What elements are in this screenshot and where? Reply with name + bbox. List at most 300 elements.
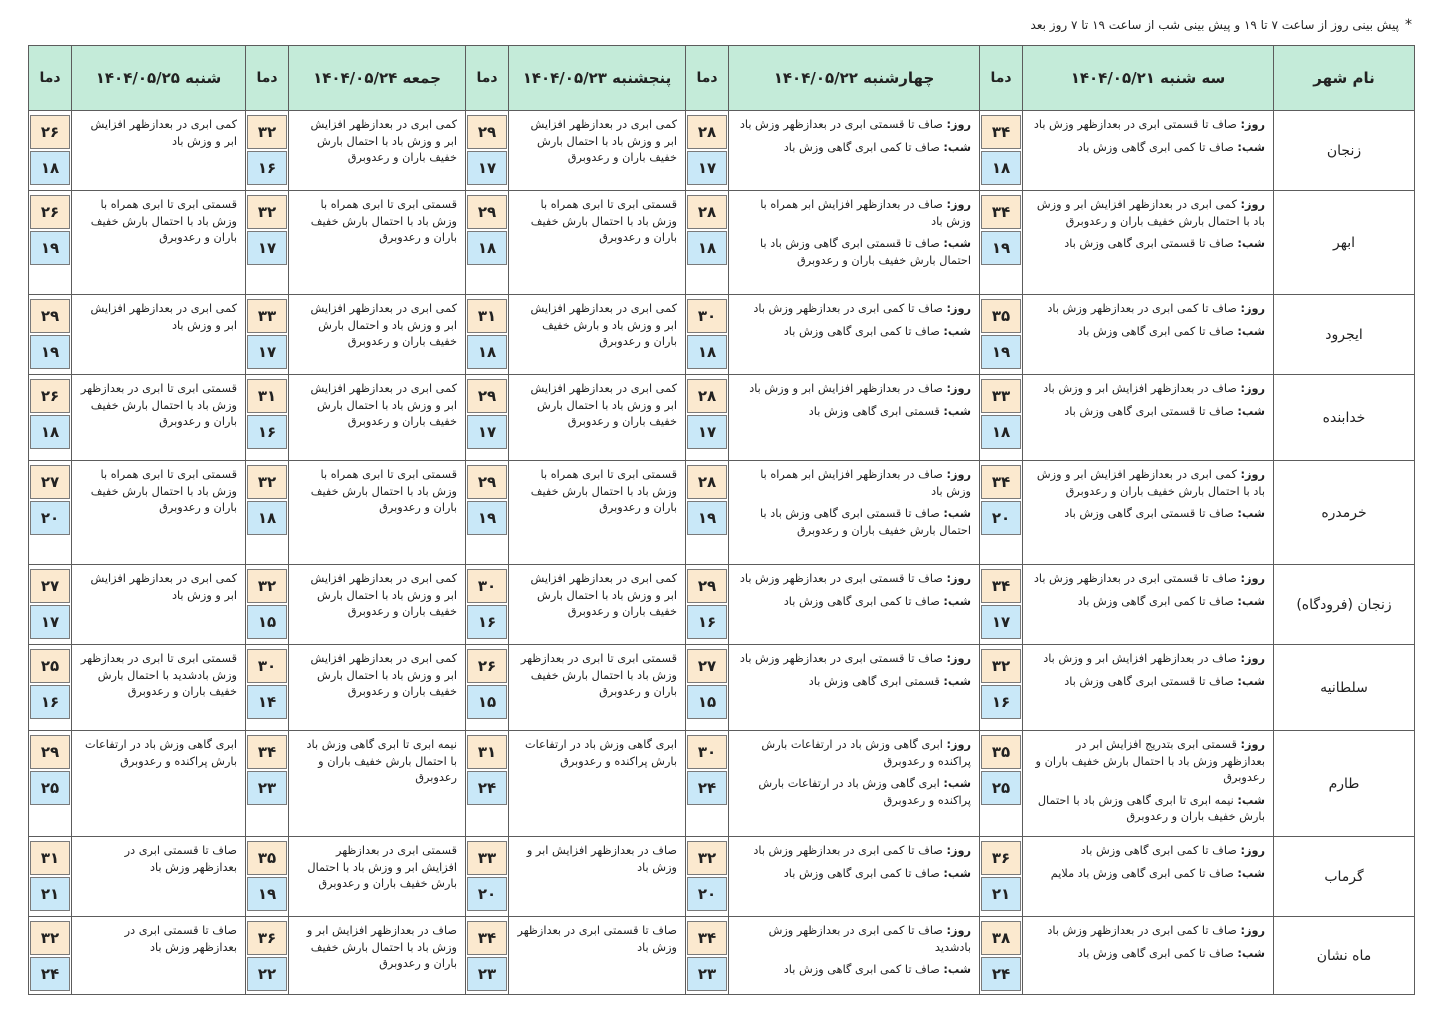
max-temp: ۲۶: [30, 379, 70, 413]
temp-box: [686, 295, 728, 369]
temp-cell: [466, 837, 509, 917]
temp-cell: [466, 565, 509, 645]
temp-box: [29, 837, 71, 911]
min-temp: ۲۴: [981, 957, 1021, 991]
day-forecast: [737, 197, 971, 230]
forecast-text: کمی ابری در بعدازظهر افزایش ابر و وزش باد با احتمال بارش خفیف باران و رعدوبرق: [310, 572, 457, 618]
period-text: صاف تا کمی ابری در بعدازظهر وزش باد: [1047, 924, 1237, 937]
forecast-text: قسمتی ابری در بعدازظهر افزایش ابر و وزش باد با احتمال بارش خفیف باران و رعدوبرق: [307, 844, 457, 890]
min-temp: ۲۴: [30, 957, 70, 991]
max-temp: ۳۴: [981, 115, 1021, 149]
temp-cell: [980, 917, 1023, 995]
temp-box: [686, 837, 728, 911]
period-label: شب:: [1237, 404, 1265, 418]
min-temp: ۱۸: [687, 231, 727, 265]
temp-box: [980, 191, 1022, 265]
night-forecast: [1031, 404, 1265, 421]
temp-cell: [466, 111, 509, 191]
day-forecast: [737, 117, 971, 134]
period-label: شب:: [943, 594, 971, 608]
day-forecast: [737, 923, 971, 956]
forecast-cell: [509, 917, 686, 995]
night-forecast: [1031, 866, 1265, 883]
max-temp: ۳۸: [981, 921, 1021, 955]
period-label: شب:: [943, 140, 971, 154]
note-text: پیش بینی روز از ساعت ۷ تا ۱۹ و پیش بینی شب از ساعت ۱۹ تا ۷ روز بعد: [1030, 18, 1399, 32]
temp-box: [980, 461, 1022, 535]
min-temp: ۱۹: [981, 335, 1021, 369]
period-label: روز:: [1240, 302, 1265, 315]
max-temp: ۲۹: [687, 569, 727, 603]
temp-box: [980, 295, 1022, 369]
temp-box: [466, 191, 508, 265]
min-temp: ۱۹: [687, 501, 727, 535]
day-4-header: جمعه ۱۴۰۴/۰۵/۲۴: [289, 46, 466, 111]
period-text: صاف تا کمی ابری در بعدازظهر وزش باد: [753, 302, 943, 315]
min-temp: ۲۵: [30, 771, 70, 805]
period-label: شب:: [1237, 507, 1265, 520]
night-forecast: [1031, 594, 1265, 611]
night-forecast: [737, 674, 971, 691]
max-temp: ۳۲: [687, 841, 727, 875]
temp-box: [246, 461, 288, 535]
forecast-cell: [72, 191, 246, 295]
temp-cell: [466, 375, 509, 461]
day-forecast: [1031, 571, 1265, 588]
min-temp: ۲۱: [30, 877, 70, 911]
temp-cell: [466, 731, 509, 837]
period-text: صاف تا کمی ابری در بعدازظهر وزش باد: [1047, 302, 1237, 315]
max-temp: ۳۰: [687, 735, 727, 769]
max-temp: ۳۲: [247, 115, 287, 149]
period-label: روز:: [946, 652, 971, 665]
temp-cell: [29, 645, 72, 731]
period-text: کمی ابری در بعدازظهر افزایش ابر و وزش باد با احتمال بارش خفیف باران و رعدوبرق: [1036, 468, 1265, 498]
day-1-header: سه شنبه ۱۴۰۴/۰۵/۲۱: [1023, 46, 1274, 111]
temp-box: [246, 111, 288, 185]
period-text: صاف تا کمی ابری گاهی وزش باد: [1077, 324, 1234, 338]
period-text: صاف تا قسمتی ابری در بعدازظهر وزش باد: [1033, 572, 1237, 585]
min-temp: ۱۸: [467, 335, 507, 369]
day-forecast: [737, 651, 971, 668]
temp-cell: [686, 645, 729, 731]
temp-box: [246, 917, 288, 991]
max-temp: ۳۵: [981, 735, 1021, 769]
temp-cell: [246, 111, 289, 191]
max-temp: ۳۴: [981, 569, 1021, 603]
temp-cell: [980, 111, 1023, 191]
period-label: شب:: [943, 777, 971, 790]
max-temp: ۲۹: [467, 115, 507, 149]
min-temp: ۱۹: [30, 335, 70, 369]
period-label: روز:: [946, 924, 971, 937]
max-temp: ۳۳: [247, 299, 287, 333]
temp-box: [980, 111, 1022, 185]
forecast-text: قسمتی ابری تا ابری در بعدازظهر وزش بادشدید با احتمال بارش خفیف باران و رعدوبرق: [80, 652, 237, 698]
temp-box: [29, 917, 71, 991]
min-temp: ۱۶: [247, 151, 287, 185]
temp-cell: [29, 731, 72, 837]
max-temp: ۲۷: [30, 465, 70, 499]
forecast-cell: [509, 645, 686, 731]
forecast-text: کمی ابری در بعدازظهر افزایش ابر و وزش باد: [90, 302, 237, 332]
forecast-text: کمی ابری در بعدازظهر افزایش ابر و وزش باد با احتمال بارش خفیف باران و رعدوبرق: [530, 382, 677, 428]
max-temp: ۲۶: [30, 195, 70, 229]
min-temp: ۲۴: [467, 771, 507, 805]
table-row: [29, 731, 1415, 837]
min-temp: ۱۸: [30, 151, 70, 185]
temp-cell: [29, 565, 72, 645]
max-temp: ۳۲: [247, 569, 287, 603]
temp-cell: [980, 731, 1023, 837]
temp-cell: [29, 375, 72, 461]
max-temp: ۳۶: [247, 921, 287, 955]
temp-box: [466, 375, 508, 449]
forecast-text: کمی ابری در بعدازظهر افزایش ابر و وزش باد: [90, 572, 237, 602]
temp-box: [980, 731, 1022, 805]
max-temp: ۳۱: [467, 735, 507, 769]
temp-header: دما: [29, 46, 72, 111]
forecast-cell: [1023, 645, 1274, 731]
city-name: خرمدره: [1274, 461, 1415, 565]
temp-box: [686, 917, 728, 991]
temp-cell: [980, 461, 1023, 565]
period-text: صاف تا کمی ابری گاهی وزش باد: [783, 140, 940, 154]
table-row: [29, 565, 1415, 645]
period-label: روز:: [946, 468, 971, 481]
temp-box: [686, 111, 728, 185]
period-label: شب:: [943, 324, 971, 338]
period-text: صاف تا قسمتی ابری گاهی وزش باد: [1064, 237, 1234, 250]
period-text: صاف در بعدازظهر افزایش ابر و وزش باد: [1043, 652, 1237, 665]
city-name: زنجان (فرودگاه): [1274, 565, 1415, 645]
temp-box: [29, 731, 71, 805]
forecast-text: صاف تا قسمتی ابری در بعدازظهر وزش باد: [124, 844, 237, 874]
max-temp: ۲۸: [687, 379, 727, 413]
forecast-text: قسمتی ابری تا ابری همراه با وزش باد با احتمال بارش خفیف باران و رعدوبرق: [310, 468, 457, 514]
day-forecast: [737, 301, 971, 318]
table-row: [29, 645, 1415, 731]
max-temp: ۳۱: [30, 841, 70, 875]
temp-cell: [29, 111, 72, 191]
max-temp: ۳۴: [247, 735, 287, 769]
forecast-text: صاف تا قسمتی ابری در بعدازظهر وزش باد: [517, 924, 677, 954]
period-text: صاف تا قسمتی ابری گاهی وزش باد با احتمال بارش خفیف باران و رعدوبرق: [760, 507, 971, 537]
period-label: روز:: [1240, 382, 1265, 395]
day-forecast: [1031, 737, 1265, 787]
min-temp: ۱۷: [247, 335, 287, 369]
forecast-cell: [289, 295, 466, 375]
temp-cell: [246, 917, 289, 995]
night-forecast: [737, 866, 971, 883]
period-text: صاف در بعدازظهر افزایش ابر و وزش باد: [1043, 382, 1237, 395]
forecast-cell: [509, 731, 686, 837]
period-text: قسمتی ابری گاهی وزش باد: [808, 404, 940, 418]
forecast-text: کمی ابری در بعدازظهر افزایش ابر و وزش باد با احتمال بارش خفیف باران و رعدوبرق: [310, 652, 457, 698]
temp-box: [29, 645, 71, 719]
min-temp: ۱۴: [247, 685, 287, 719]
period-text: صاف تا کمی ابری گاهی وزش باد: [783, 324, 940, 338]
forecast-text: صاف در بعدازظهر افزایش ابر و وزش باد با احتمال بارش خفیف باران و رعدوبرق: [306, 924, 457, 970]
night-forecast: [737, 324, 971, 341]
min-temp: ۱۸: [247, 501, 287, 535]
max-temp: ۳۰: [687, 299, 727, 333]
temp-box: [980, 837, 1022, 911]
temp-box: [246, 375, 288, 449]
temp-cell: [686, 917, 729, 995]
temp-cell: [980, 645, 1023, 731]
min-temp: ۱۷: [247, 231, 287, 265]
night-forecast: [1031, 324, 1265, 341]
forecast-cell: [289, 461, 466, 565]
min-temp: ۱۹: [981, 231, 1021, 265]
forecast-cell: [1023, 295, 1274, 375]
max-temp: ۲۵: [30, 649, 70, 683]
forecast-cell: [289, 837, 466, 917]
forecast-cell: [729, 837, 980, 917]
forecast-cell: [509, 375, 686, 461]
table-row: [29, 191, 1415, 295]
temp-cell: [686, 461, 729, 565]
forecast-text: کمی ابری در بعدازظهر افزایش ابر و وزش باد با احتمال بارش خفیف باران و رعدوبرق: [530, 572, 677, 618]
temp-cell: [466, 645, 509, 731]
day-forecast: [1031, 843, 1265, 860]
period-text: صاف تا قسمتی ابری گاهی وزش باد: [1064, 404, 1234, 418]
day-forecast: [737, 737, 971, 770]
max-temp: ۲۷: [687, 649, 727, 683]
forecast-cell: [1023, 731, 1274, 837]
min-temp: ۱۷: [30, 605, 70, 639]
min-temp: ۱۷: [981, 605, 1021, 639]
day-forecast: [1031, 651, 1265, 668]
period-text: ابری گاهی وزش باد در ارتفاعات بارش پراکنده و رعدوبرق: [761, 738, 971, 768]
forecast-cell: [729, 375, 980, 461]
temp-box: [686, 375, 728, 449]
temp-box: [246, 837, 288, 911]
forecast-cell: [1023, 375, 1274, 461]
min-temp: ۱۸: [981, 415, 1021, 449]
max-temp: ۲۹: [30, 735, 70, 769]
min-temp: ۲۳: [467, 957, 507, 991]
forecast-cell: [509, 565, 686, 645]
temp-box: [29, 375, 71, 449]
temp-cell: [686, 565, 729, 645]
min-temp: ۲۰: [467, 877, 507, 911]
forecast-cell: [289, 645, 466, 731]
temp-box: [466, 565, 508, 639]
temp-cell: [980, 837, 1023, 917]
max-temp: ۳۲: [981, 649, 1021, 683]
forecast-text: کمی ابری در بعدازظهر افزایش ابر و وزش باد و احتمال بارش خفیف باران و رعدوبرق: [310, 302, 457, 348]
max-temp: ۲۸: [687, 465, 727, 499]
min-temp: ۱۷: [687, 151, 727, 185]
min-temp: ۱۸: [30, 415, 70, 449]
night-forecast: [737, 594, 971, 611]
forecast-cell: [72, 375, 246, 461]
temp-box: [246, 731, 288, 805]
temp-cell: [980, 565, 1023, 645]
table-row: [29, 917, 1415, 995]
max-temp: ۲۸: [687, 195, 727, 229]
period-label: روز:: [1240, 738, 1265, 751]
period-label: شب:: [1237, 793, 1265, 807]
forecast-text: کمی ابری در بعدازظهر افزایش ابر و وزش باد و بارش خفیف باران و رعدوبرق: [530, 302, 677, 348]
forecast-cell: [509, 191, 686, 295]
forecast-text: کمی ابری در بعدازظهر افزایش ابر و وزش باد با احتمال بارش خفیف باران و رعدوبرق: [530, 118, 677, 164]
forecast-cell: [729, 461, 980, 565]
forecast-text: کمی ابری در بعدازظهر افزایش ابر و وزش باد با احتمال بارش خفیف باران و رعدوبرق: [310, 382, 457, 428]
temp-cell: [686, 375, 729, 461]
day-forecast: [1031, 197, 1265, 230]
night-forecast: [1031, 674, 1265, 691]
night-forecast: [1031, 236, 1265, 253]
forecast-cell: [729, 565, 980, 645]
max-temp: ۳۴: [981, 195, 1021, 229]
min-temp: ۲۲: [247, 957, 287, 991]
period-text: صاف تا قسمتی ابری در بعدازظهر وزش باد: [739, 652, 943, 665]
max-temp: ۳۱: [467, 299, 507, 333]
forecast-text: قسمتی ابری تا ابری در بعدازظهر وزش باد با احتمال بارش خفیف باران و رعدوبرق: [520, 652, 677, 698]
period-text: صاف در بعدازظهر افزایش ابر و وزش باد: [749, 382, 943, 395]
period-text: صاف تا قسمتی ابری گاهی وزش باد با احتمال بارش خفیف باران و رعدوبرق: [760, 237, 971, 267]
forecast-cell: [289, 375, 466, 461]
temp-cell: [980, 191, 1023, 295]
forecast-cell: [289, 565, 466, 645]
period-text: قسمتی ابری گاهی وزش باد: [808, 674, 940, 688]
temp-box: [246, 565, 288, 639]
temp-cell: [686, 837, 729, 917]
period-text: صاف تا کمی ابری گاهی وزش باد: [1080, 844, 1237, 857]
temp-cell: [466, 461, 509, 565]
period-text: صاف تا کمی ابری گاهی وزش باد: [783, 866, 940, 880]
max-temp: ۲۹: [30, 299, 70, 333]
forecast-text: قسمتی ابری تا ابری همراه با وزش باد با احتمال بارش خفیف باران و رعدوبرق: [530, 468, 677, 514]
min-temp: ۱۶: [981, 685, 1021, 719]
forecast-text: کمی ابری در بعدازظهر افزایش ابر و وزش باد با احتمال بارش خفیف باران و رعدوبرق: [310, 118, 457, 164]
temp-box: [466, 837, 508, 911]
forecast-cell: [509, 295, 686, 375]
night-forecast: [737, 506, 971, 539]
min-temp: ۱۷: [467, 151, 507, 185]
temp-header: دما: [686, 46, 729, 111]
temp-box: [686, 731, 728, 805]
temp-cell: [466, 917, 509, 995]
forecast-cell: [72, 111, 246, 191]
forecast-text: قسمتی ابری تا ابری همراه با وزش باد با احتمال بارش خفیف باران و رعدوبرق: [90, 198, 237, 244]
forecast-text: صاف در بعدازظهر افزایش ابر و وزش باد: [526, 844, 677, 874]
period-label: شب:: [1237, 237, 1265, 250]
period-text: قسمتی ابری بتدریج افزایش ابر در بعدازظهر وزش باد با احتمال بارش خفیف باران و رعدوبرق: [1035, 738, 1265, 784]
temp-box: [980, 917, 1022, 991]
forecast-cell: [729, 645, 980, 731]
temp-box: [466, 461, 508, 535]
max-temp: ۳۵: [247, 841, 287, 875]
min-temp: ۲۳: [247, 771, 287, 805]
table-row: [29, 461, 1415, 565]
forecast-cell: [1023, 461, 1274, 565]
temp-cell: [246, 295, 289, 375]
max-temp: ۳۲: [247, 465, 287, 499]
min-temp: ۱۶: [30, 685, 70, 719]
day-forecast: [737, 843, 971, 860]
period-text: نیمه ابری تا ابری گاهی وزش باد با احتمال بارش خفیف باران و رعدوبرق: [1037, 793, 1265, 823]
min-temp: ۲۰: [687, 877, 727, 911]
temp-box: [686, 461, 728, 535]
temp-box: [246, 295, 288, 369]
temp-box: [466, 645, 508, 719]
period-label: روز:: [946, 382, 971, 395]
period-label: روز:: [1240, 924, 1265, 937]
period-label: شب:: [1237, 594, 1265, 608]
day-forecast: [1031, 381, 1265, 398]
forecast-text: ابری گاهی وزش باد در ارتفاعات بارش پراکنده و رعدوبرق: [84, 738, 237, 768]
forecast-table: [28, 45, 1415, 995]
period-label: شب:: [943, 674, 971, 688]
temp-cell: [686, 295, 729, 375]
max-temp: ۳۵: [981, 299, 1021, 333]
min-temp: ۱۶: [467, 605, 507, 639]
temp-cell: [246, 191, 289, 295]
temp-cell: [29, 191, 72, 295]
temp-box: [466, 731, 508, 805]
forecast-cell: [509, 837, 686, 917]
min-temp: ۲۰: [30, 501, 70, 535]
temp-cell: [466, 191, 509, 295]
period-text: صاف در بعدازظهر افزایش ابر همراه با وزش باد: [760, 468, 971, 498]
period-label: شب:: [943, 866, 971, 880]
min-temp: ۲۰: [981, 501, 1021, 535]
forecast-cell: [729, 917, 980, 995]
city-name: ابهر: [1274, 191, 1415, 295]
temp-cell: [246, 645, 289, 731]
forecast-cell: [509, 111, 686, 191]
temp-cell: [246, 837, 289, 917]
period-text: صاف تا کمی ابری در بعدازظهر وزش باد: [753, 844, 943, 857]
temp-box: [980, 645, 1022, 719]
max-temp: ۳۶: [981, 841, 1021, 875]
temp-cell: [29, 461, 72, 565]
forecast-cell: [729, 191, 980, 295]
period-label: روز:: [946, 572, 971, 585]
forecast-cell: [1023, 191, 1274, 295]
forecast-cell: [72, 917, 246, 995]
max-temp: ۲۹: [467, 465, 507, 499]
city-name: ماه نشان: [1274, 917, 1415, 995]
period-text: صاف تا کمی ابری گاهی وزش باد ملایم: [1050, 866, 1234, 880]
temp-box: [29, 565, 71, 639]
period-label: روز:: [1240, 468, 1265, 481]
period-text: صاف تا قسمتی ابری گاهی وزش باد: [1064, 674, 1234, 688]
day-forecast: [737, 467, 971, 500]
max-temp: ۳۲: [247, 195, 287, 229]
temp-box: [980, 375, 1022, 449]
period-label: روز:: [1240, 118, 1265, 131]
forecast-cell: [72, 731, 246, 837]
max-temp: ۲۸: [687, 115, 727, 149]
period-text: صاف تا قسمتی ابری گاهی وزش باد: [1064, 507, 1234, 520]
period-label: شب:: [1237, 674, 1265, 688]
night-forecast: [1031, 793, 1265, 826]
forecast-text: قسمتی ابری تا ابری در بعدازظهر وزش باد با احتمال بارش خفیف باران و رعدوبرق: [80, 382, 237, 428]
forecast-text: قسمتی ابری تا ابری همراه با وزش باد با احتمال بارش خفیف باران و رعدوبرق: [90, 468, 237, 514]
temp-box: [29, 111, 71, 185]
table-row: [29, 111, 1415, 191]
table-row: [29, 375, 1415, 461]
forecast-cell: [1023, 837, 1274, 917]
forecast-cell: [729, 731, 980, 837]
forecast-cell: [509, 461, 686, 565]
min-temp: ۱۹: [247, 877, 287, 911]
